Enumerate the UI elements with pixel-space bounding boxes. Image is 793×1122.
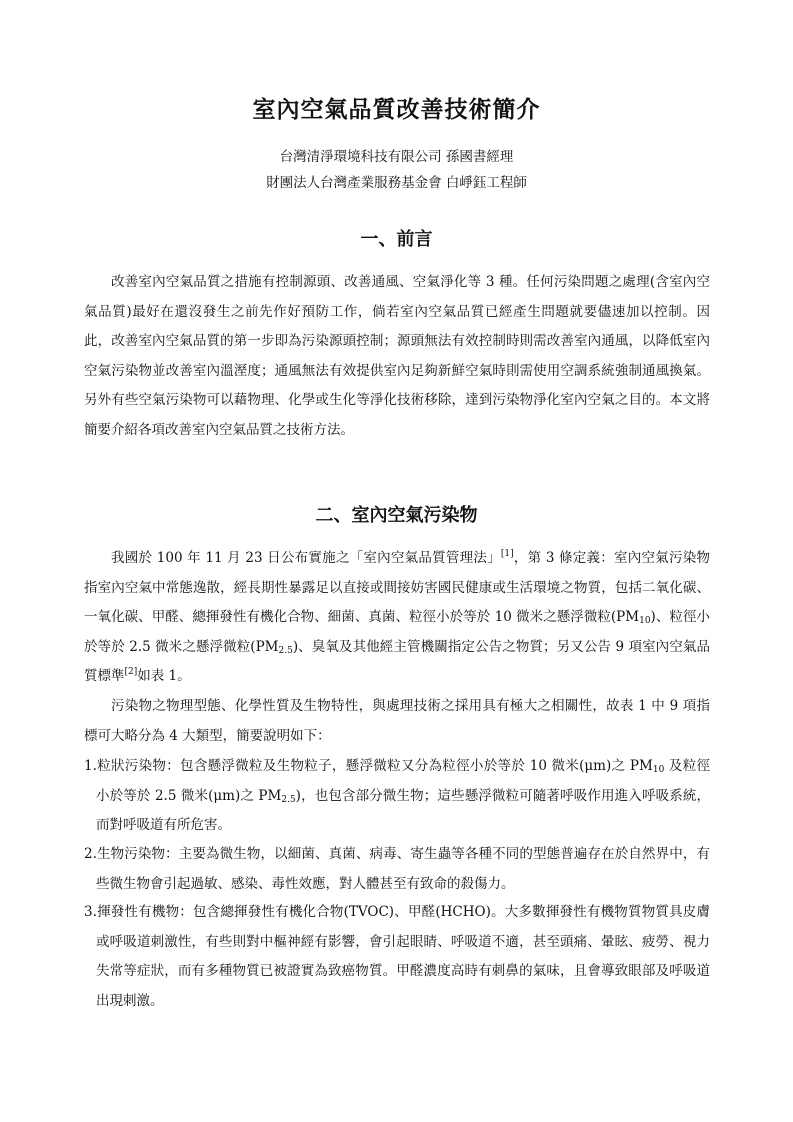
law-text-4: )、臭氧及其他經主管機關指定公告之物質；另又公告 9 項室內空氣品質標準 (84, 638, 710, 684)
introduction-paragraph: 改善室內空氣品質之措施有控制源頭、改善通風、空氣淨化等 3 種。任何污染問題之處理(含室內空氣品質)最好在還沒發生之前先作好預防工作，倘若室內空氣品質已經產生問題就要儘速加以控制。因此，改善室內空氣品質的第一步即為污染源頭控制；源頭無法有效控制時則需改善室內通風，以降低室內空氣污染物並改善室內溫溼度；通風無法有效提供室內足夠新鮮空氣時則需使用空調系統強制通風換氣。另外有些空氣污染物可以藉物理、化學或生化等淨化技術移除，達到污染物淨化室內空氣之目的。本文將簡要介紹各項改善室內空氣品質之技術方法。 (84, 274, 710, 438)
list-item-voc: 3.揮發性有機物：包含總揮發性有機化合物(TVOC)、甲醛(HCHO)。大多數揮發性有機物質物質具皮膚或呼吸道刺激性，有些則對中樞神經有影響，會引起眼睛、呼吸道不適，甚至頭痛、暈眩、疲勞、視力失常等症狀，而有多種物質已被證實為致癌物質。甲醛濃度高時有刺鼻的氣味，且會導致眼部及呼吸道出現刺激。 (84, 904, 710, 1009)
subscript-pm10: 10 (652, 765, 665, 775)
law-text-1: 我國於 100 年 11 月 23 日公布實施之「室內空氣品質管理法」 (111, 550, 501, 566)
law-text-5: 如表 1。 (137, 668, 191, 684)
pollutant-types-paragraph: 污染物之物理型態、化學性質及生物特性，與處理技術之採用具有極大之相關性，故表 1 中 9 項指標可大略分為 4 大類型，簡要說明如下： (84, 698, 710, 744)
subscript-pm25: 2.5 (278, 645, 293, 656)
item-1-text-2: 及粒徑小於等於 2.5 微米(μm)之 PM (96, 758, 711, 804)
reference-2: [2] (124, 667, 138, 677)
item-1-text-1: 1.粒狀污染物：包含懸浮微粒及生物粒子，懸浮微粒又分為粒徑小於等於 10 微米(μm)之 PM (84, 758, 653, 774)
law-text-3: )、粒徑小於等於 2.5 微米之懸浮微粒(PM (84, 609, 710, 655)
list-item-particulate (84, 752, 710, 841)
list-item-biological: 2.生物污染物：主要為微生物，以細菌、真菌、病毒、寄生蟲等各種不同的型態普遍存在於自然界中，有些微生物會引起過敏、感染、毒性效應，對人體甚至有致命的殺傷力。 (84, 846, 710, 892)
author-line-1: 台灣清淨環境科技有限公司 孫國書經理 (279, 149, 514, 165)
section-heading-introduction: 一、前言 (360, 229, 433, 250)
subscript-pm25: 2.5 (281, 794, 296, 805)
item-1-text-3: )，也包含部分微生物；這些懸浮微粒可隨著呼吸作用進入呼吸系統，而對呼吸道有所危害。 (96, 787, 710, 833)
reference-1: [1] (500, 549, 514, 559)
section-heading-pollutants: 二、室內空氣污染物 (315, 505, 478, 526)
author-line-2: 財團法人台灣產業服務基金會 白崢鈺工程師 (266, 175, 527, 191)
document-title: 室內空氣品質改善技術簡介 (252, 96, 541, 123)
law-text-2: ，第 3 條定義：室內空氣污染物指室內空氣中常態逸散，經長期性暴露足以直接或間接妨害國民健康或生活環境之物質，包括二氧化碳、一氧化碳、甲醛、總揮發性有機化合物、細菌、真菌、粒徑小於等於 10 微米之懸浮微粒(PM (84, 550, 710, 625)
subscript-pm10: 10 (639, 616, 651, 626)
law-definition-paragraph (84, 544, 710, 692)
